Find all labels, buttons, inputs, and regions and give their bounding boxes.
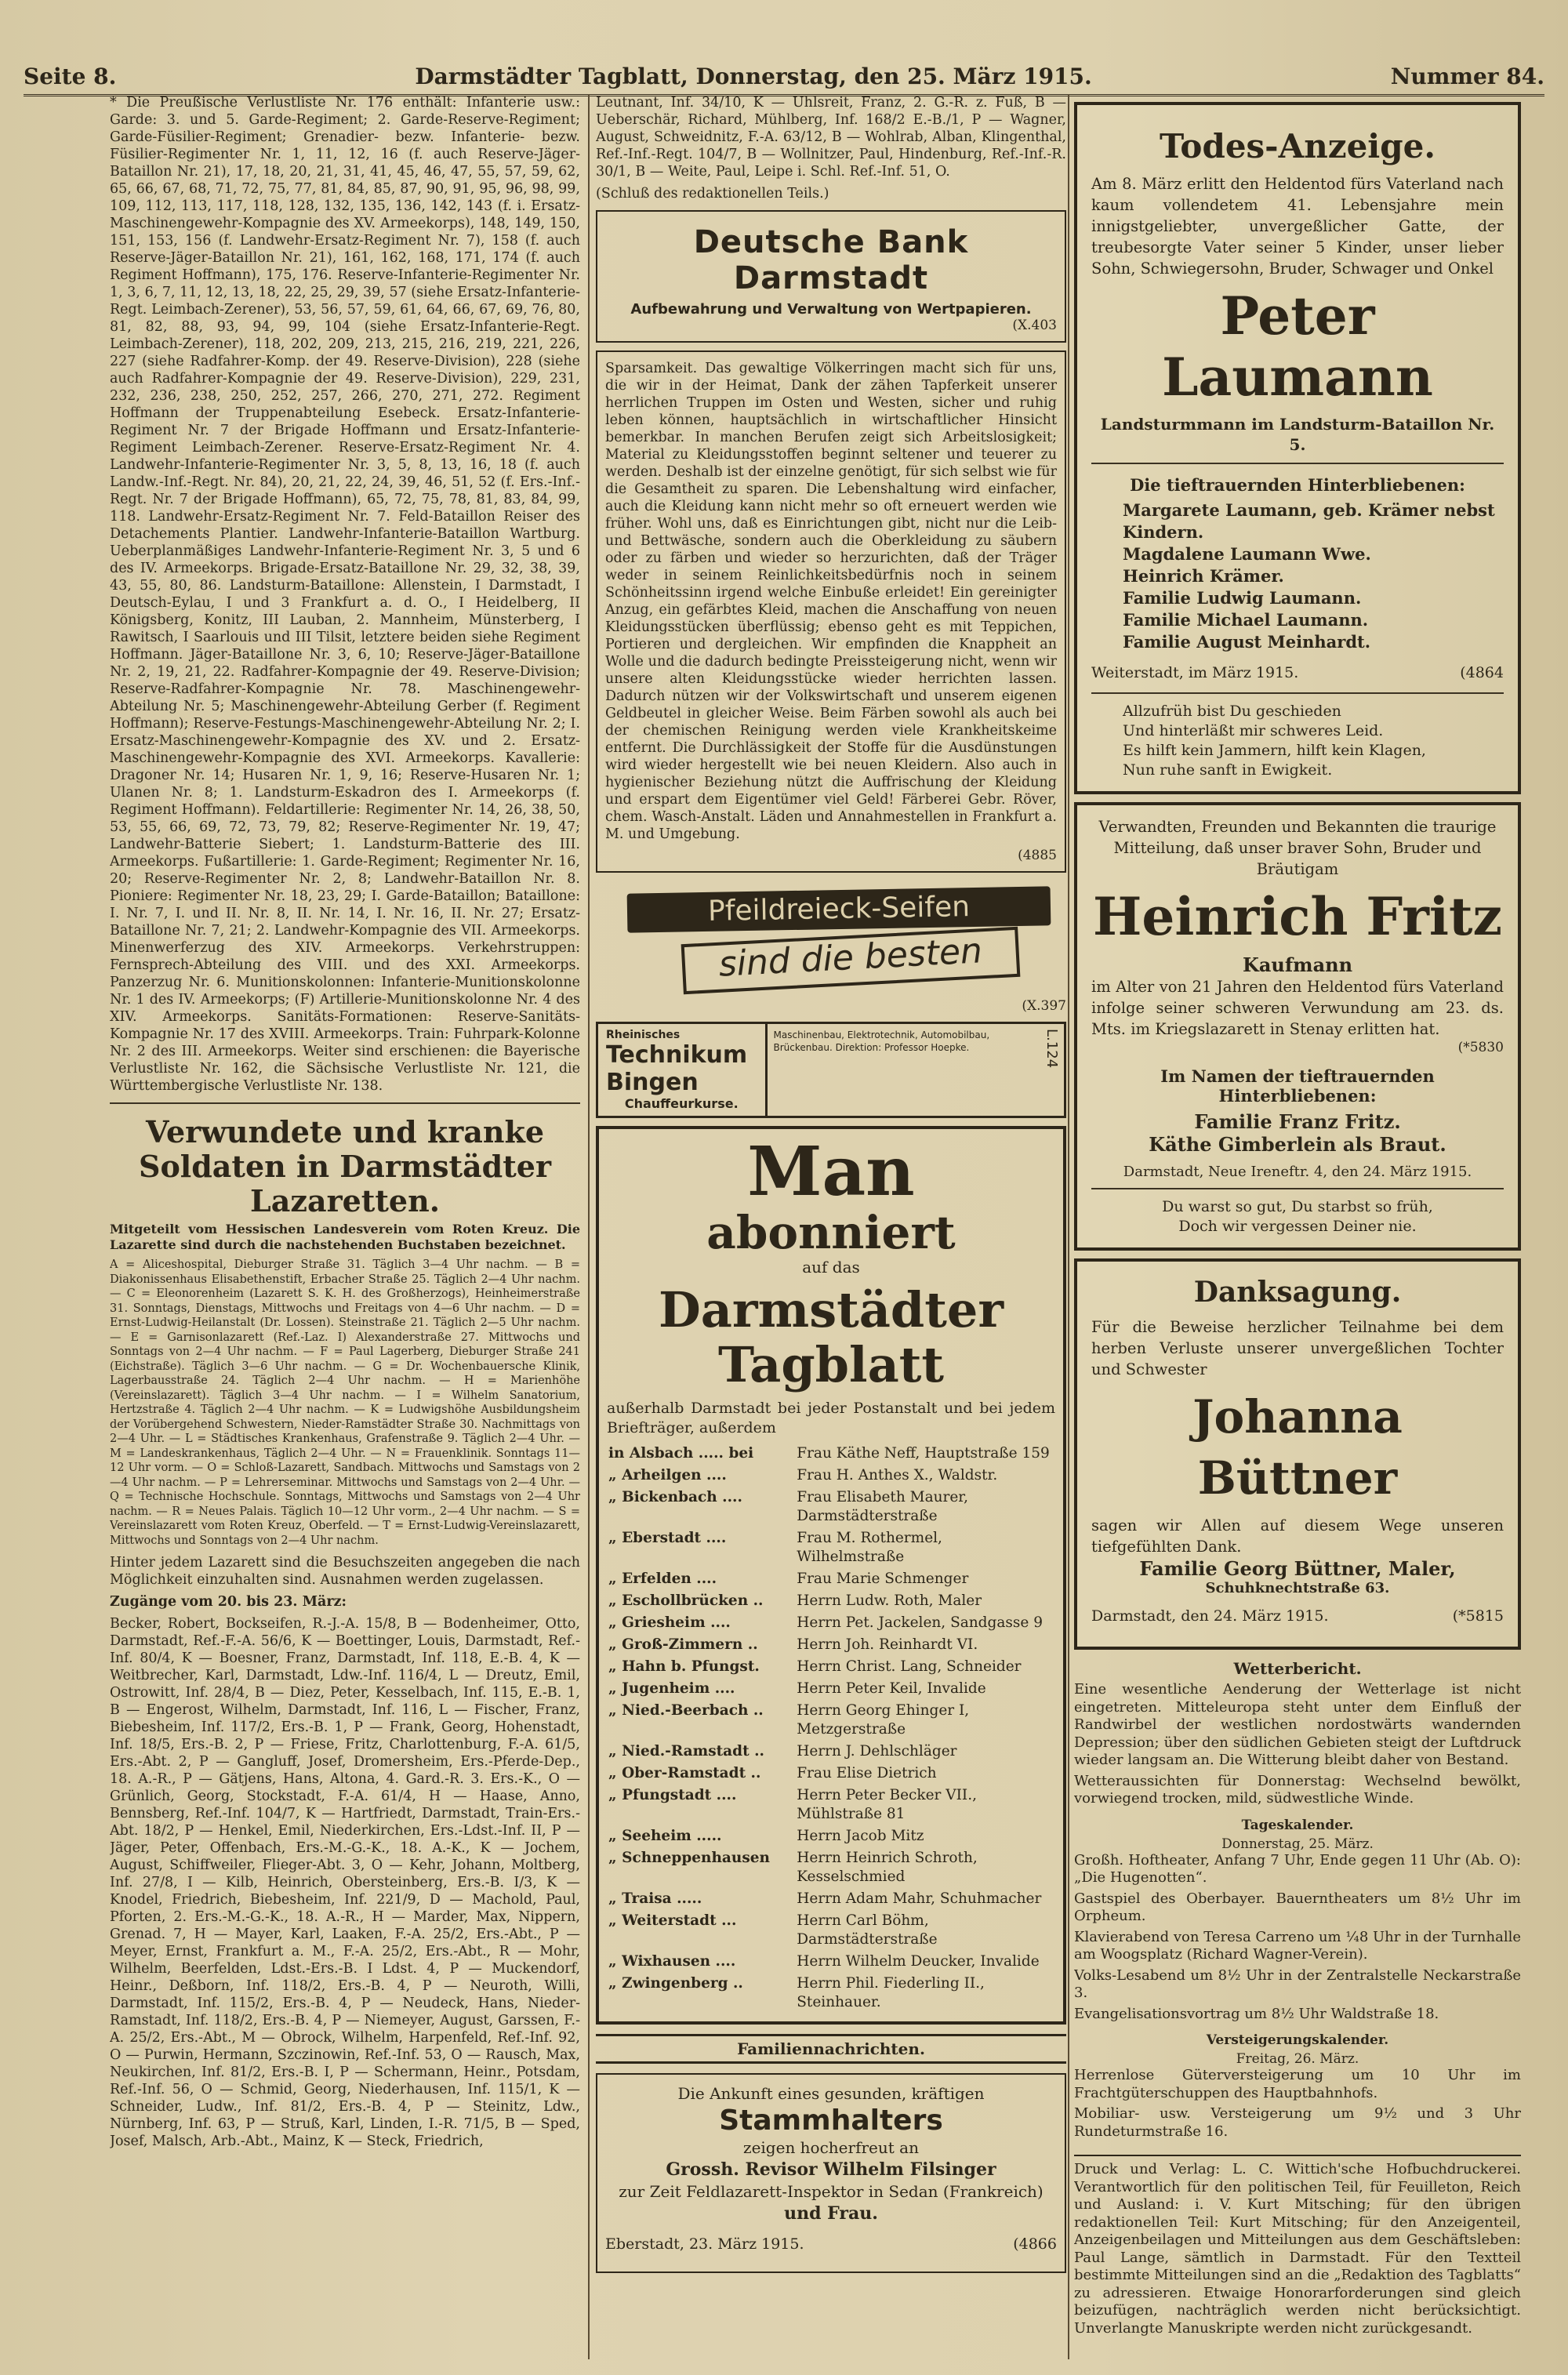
calendar-date: Donnerstag, 25. März. [1221, 1836, 1374, 1852]
mourner: Familie Michael Laumann. [1123, 610, 1369, 630]
soap-brand: Pfeildreieck-Seifen [627, 886, 1051, 932]
agent-row [607, 1785, 1055, 1825]
abo-aufdas: auf das [802, 1258, 860, 1276]
agent-row [607, 1634, 1055, 1656]
agent-name: Herrn J. Dehlschläger [797, 1743, 957, 1759]
agent-row [607, 1678, 1055, 1700]
death-notice-text: Am 8. März erlitt den Heldentod fürs Vaterland nach kaum vollendetem 41. Lebensjahre mein innigstgeliebter, unvergeßlicher Gatte, der treubesorgte Vater seiner 5 Kinder, unser lieber Sohn, Schwiegersohn, Bruder, Schwager und Onkel [1091, 175, 1504, 278]
tech-courses: Chauffeurkurse. [624, 1096, 739, 1111]
agent-row [607, 1700, 1055, 1741]
tech-name: Technikum Bingen [606, 1041, 748, 1096]
agent-place: „ Nied.-Ramstadt .. [608, 1743, 764, 1759]
poem-line: Nun ruhe sanft in Ewigkeit. [1123, 761, 1333, 779]
mourners-heading: Im Namen der tieftrauernden Hinterbliebenen: [1160, 1066, 1435, 1106]
agent-place: „ Wixhausen .... [608, 1953, 736, 1970]
abo-abonniert: abonniert [706, 1206, 956, 1259]
agent-place: „ Groß-Zimmern .. [608, 1636, 758, 1653]
masthead-line: Darmstädter Tagblatt, Donnerstag, den 25. März 1915. [415, 64, 1092, 89]
wounded-heading: Verwundete und kranke Soldaten in Darmstädter Lazaretten. [139, 1114, 551, 1218]
lazarett-list: A = Aliceshospital, Dieburger Straße 31. Täglich 3—4 Uhr nachm. — B = Diakonissenhaus Elisabethenstift, Erbacher Straße 25. Täglich 2—4 Uhr nachm. — C = Eleonorenheim (Lazarett S. K. H. des Großherzogs), Heinheimerstraße 31. Sonntags, Dienstags, Mittwochs und Freitags von 4—6 Uhr nachm. — D = Ernst-Ludwig-Heilanstalt (Dr. Lossen). Steinstraße 21. Täglich 2—5 Uhr nachm. — E = Garnisonlazarett (Ref.-Laz. I) Alexanderstraße 27. Mittwochs und Sonntags von 2—4 Uhr nachm. — F = Paul Lagerberg, Dieburger Straße 241 (Eichstraße). Täglich 3—6 Uhr nachm. — G = Dr. Wochenbauersche Klinik, Lagerbausstraße 24. Täglich 2—4 Uhr nachm. — H = Marienhöhe (Vereinslazarett). Täglich 3—4 Uhr nachm. — I = Wilhelm Sanatorium, Hertzstraße 4. Täglich 2—4 Uhr nachm. — K = Ludwigshöhe Ausbildungsheim der Vorübergehend Schwestern, Nieder-Ramstädter Straße 30. Nachmittags von 2—4 Uhr. — L = Städtisches Krankenhaus, Grafenstraße 9. Täglich 2—4 Uhr. — M = Landeskrankenhaus, Täglich 2—4 Uhr. — N = Frauenklinik. Sonntags 11—12 Uhr vorm. — O = Schloß-Lazarett, Sandbach. Mittwochs und Samstags von 2—4 Uhr nachm. — P = Lehrerseminar. Mittwochs und Samstags von 2—4 Uhr. — Q = Technische Hochschule. Sonntags, Mittwochs und Samstags von 2—4 Uhr nachm. — R = Neues Palais. Täglich 10—12 Uhr vorm., 2—4 Uhr nachm. — S = Vereinslazarett vom Roten Kreuz, Oberfeld. — T = Ernst-Ludwig-Vereinslazarett, Mittwochs und Sonntags von 2—4 Uhr nachm. [110, 1258, 580, 1547]
poem-line: Es hilft kein Jammern, hilft kein Klagen, [1123, 742, 1426, 759]
mourner: Familie Franz Fritz. [1194, 1110, 1401, 1133]
column-divider [588, 94, 590, 2359]
divider [1091, 1188, 1504, 1189]
mourners-heading: Die tieftrauernden Hinterbliebenen: [1130, 475, 1465, 495]
arrivals-list: Becker, Robert, Bockseifen, R.-J.-A. 15/8, B — Bodenheimer, Otto, Darmstadt, Ref.-F.-A. 56/6, K — Boettinger, Louis, Darmstadt, Ref.-Inf. 80/4, K — Boesner, Franz, Darmstadt, Inf. 118, E.-B. 4, K — Weitbrecher, Karl, Darmstadt, Ldw.-Inf. 116/4, L — Dreutz, Emil, Ostrowitt, Inf. 28/4, B — Diez, Peter, Kesselbach, Inf. 115, E.-B. 1, B — Engerost, Wilhelm, Darmstadt, Inf. 116, L — Fischer, Franz, Biebesheim, Inf. 117/2, Ers.-B. 1, P — Frank, Georg, Hohenstadt, Inf. 18/5, Ers.-B. 2, P — Friese, Fritz, Charlottenburg, F.-A. 61/5, Ers.-Abt. 2, P — Gangluff, Josef, Dromersheim, Ers.-Pferde-Dep., 18. A.-R., P — Gätjens, Hans, Altona, 4. Gard.-R. 3. Ers.-K., O — Grünlich, Georg, Stockstadt, F.-A. 61/4, H — Haase, Anno, Bennsberg, Ref.-Inf. 104/7, K — Hartfriedt, Darmstadt, Train-Ers.-Abt. 18/2, P — Henkel, Emil, Niederkirchen, Ers.-Ldst.-Inf. II, P — Jäger, Peter, Offenbach, Ers.-M.-G.-K., 18. A.-K., K — Jochem, August, Schiffweiler, Flieger-Abt. 3, O — Kehr, Johann, Moltberg, Inf. 27/8, I — Kilb, Heinrich, Obersteinberg, Ers.-B. I/3, K — Knodel, Friedrich, Biebesheim, Inf. 221/9, D — Machold, Paul, Pforten, 2. Ers.-M.-G.-K., 18. A.-R., H — Marder, Max, Nippern, Grenad. 7, H — Mayer, Karl, Laaken, F.-A. 25/2, Ers.-Abt., P — Meyer, Ernst, Frankfurt a. M., F.-A. 25/2, Ers.-Abt., R — Mohr, Wilhelm, Beerfelden, Ldst.-Ers.-B. I Ldst. 4, P — Muckendorf, Heinr., Deßborn, Inf. 118/2, Ers.-B. 4, P — Neuroth, Willi, Darmstadt, Inf. 115/2, Ers.-B. 4, P — Neudeck, Hans, Nieder-Ramstadt, Inf. 118/2, Ers.-B. 4, P — Niemeyer, August, Garssen, F.-A. 25/2, Ers.-Abt., M — Obrock, Wilhelm, Harpenfeld, Ref.-Inf. 92, O — Purwin, Hermann, Szczinowin, Ref.-Inf. 53, O — Rausch, Max, Neukirchen, Inf. 81/2, Ers.-B. I, P — Schermann, Heinr., Potsdam, Ref.-Inf. 56, O — Schmid, Georg, Niederhausen, Inf. 115/1, K — Schneider, Ludw., Inf. 81/2, Ers.-B. 4, P — Steinitz, Ldw., Nürnberg, Inf. 63, P — Struß, Karl, Linden, I.-R. 71/5, B — Sped, Josef, Malsch, Arb.-Abt., Mainz, K — Steck, Friedrich, [110, 1616, 580, 2149]
abo-man: Man [747, 1132, 915, 1211]
agent-name: Frau H. Anthes X., Waldstr. [797, 1467, 998, 1483]
technikum-ad [596, 1022, 1066, 1118]
thanks-place-date: Darmstadt, den 24. März 1915. [1091, 1607, 1329, 1625]
agent-row [607, 1847, 1055, 1888]
agent-place: „ Nied.-Beerbach .. [608, 1702, 764, 1719]
bank-subtitle: Aufbewahrung und Verwaltung von Wertpapieren. [630, 301, 1032, 318]
agent-name: Herrn Heinrich Schroth, Kesselschmied [797, 1850, 978, 1885]
agent-place: „ Arheilgen .... [608, 1467, 727, 1483]
agent-place: „ Schneppenhausen [608, 1850, 770, 1866]
mourner: Familie Ludwig Laumann. [1123, 588, 1362, 608]
divider [1091, 463, 1504, 464]
ad-reference: (4864 [1460, 664, 1504, 681]
birth-title: Stammhalters [719, 2104, 943, 2137]
weather-title: Wetterbericht. [1233, 1659, 1362, 1678]
tech-details: Maschinenbau, Elektrotechnik, Automobilbau, Brückenbau. Direktion: Professor Hoepke. [773, 1030, 990, 1053]
wounded-intro: Mitgeteilt vom Hessischen Landesverein vom Roten Kreuz. Die Lazarette sind durch die nachstehenden Buchstaben bezeichnet. [110, 1222, 580, 1252]
agents-table [607, 1443, 1055, 2014]
agent-place: „ Weiterstadt ... [608, 1912, 737, 1929]
agent-place: „ Griesheim .... [608, 1614, 731, 1631]
weather-text: Eine wesentliche Aenderung der Wetterlage ist nicht eingetreten. Mitteleuropa steht unter dem Einfluß der Randwirbel der westlichen nordostwärts wandernden Depression; über den südlichen Gebieten steigt der Luftdruck wieder langsam an. Die Witterung bleibt daher von Bestand. [1074, 1681, 1521, 1768]
column-right [1074, 94, 1521, 2359]
agent-name: Herrn Georg Ehinger I, Metzgerstraße [797, 1702, 970, 1738]
page-header [24, 58, 1544, 96]
agent-place: „ Bickenbach .... [608, 1489, 742, 1505]
agent-name: Herrn Ludw. Roth, Maler [797, 1592, 982, 1609]
agent-row [607, 1612, 1055, 1634]
auction-entry: Mobiliar- usw. Versteigerung um 9½ und 3 Uhr Rundeturmstraße 16. [1074, 2105, 1521, 2140]
issue-number: Nummer 84. [1390, 64, 1544, 89]
death-notice-laumann [1074, 102, 1521, 794]
bank-ad [596, 210, 1066, 343]
agent-row [607, 1825, 1055, 1847]
family-news-heading: Familiennachrichten. [596, 2034, 1066, 2064]
agent-name: Frau Elise Dietrich [797, 1765, 937, 1781]
agent-row [607, 1656, 1055, 1678]
agent-name: Herrn Wilhelm Deucker, Invalide [797, 1953, 1040, 1970]
agent-row [607, 1973, 1055, 2014]
agent-name: Frau Elisabeth Maurer, Darmstädterstraße [797, 1489, 968, 1524]
subscription-ad [596, 1126, 1066, 2025]
weather-forecast: Wetteraussichten für Donnerstag: Wechselnd bewölkt, vorwiegend trocken, mild, südwestliche Winde. [1074, 1772, 1521, 1807]
auction-title: Versteigerungskalender. [1206, 2032, 1389, 2048]
death-notice-title: Todes-Anzeige. [1160, 127, 1436, 165]
deceased-name: Peter Laumann [1162, 285, 1433, 408]
death-notice-text: Verwandten, Freunden und Bekannten die traurige Mitteilung, daß unser braver Sohn, Bruder und Bräutigam [1098, 818, 1497, 878]
agent-place: „ Zwingenberg .. [608, 1975, 743, 1992]
ad-reference: (4885 [1018, 848, 1057, 863]
agent-row [607, 1763, 1055, 1785]
agent-place: in Alsbach ..... bei [608, 1445, 754, 1462]
ad-reference: L.124 [1044, 1029, 1060, 1069]
birth-parent: und Frau. [784, 2203, 878, 2224]
column-middle [596, 94, 1066, 2359]
ad-reference: (*5815 [1452, 1607, 1504, 1625]
soap-slogan: sind die besten [681, 927, 1021, 994]
abo-outside: außerhalb Darmstadt bei jeder Postanstalt und bei jedem Briefträger, außerdem [607, 1400, 1055, 1436]
calendar-entry: Klavierabend von Teresa Carreno um ¼8 Uhr in der Turnhalle am Woogsplatz (Richard Wagner-Verein). [1074, 1928, 1521, 1963]
ad-reference: (X.403 [1012, 318, 1057, 333]
soap-ad [596, 881, 1066, 990]
agent-place: „ Hahn b. Pfungst. [608, 1658, 760, 1675]
visit-note: Hinter jedem Lazarett sind die Besuchszeiten angegeben die nach Möglichkeit einzuhalten sind. Ausnahmen werden zugelassen. [110, 1555, 580, 1588]
column-divider [1068, 94, 1069, 2359]
abo-paper: Darmstädter Tagblatt [658, 1281, 1004, 1393]
calendar-title: Tageskalender. [1241, 1817, 1354, 1833]
agent-place: „ Eschollbrücken .. [608, 1592, 764, 1609]
divider [1091, 692, 1504, 694]
column-left [110, 94, 580, 2359]
agent-name: Herrn Peter Becker VII., Mühlstraße 81 [797, 1787, 977, 1822]
agent-row [607, 1568, 1055, 1590]
agent-place: „ Traisa ..... [608, 1890, 702, 1907]
imprint: Druck und Verlag: L. C. Wittich'sche Hofbuchdruckerei. Verantwortlich für den politischen Teil, für Feuilleton, Reich und Ausland: i. V. Kurt Mitsching; für den übrigen redaktionellen Teil: Kurt Mitsching; für den Anzeigenteil, Anzeigenbeilagen und Mitteilungen aus dem Geschäftsleben: Paul Lange, sämtlich in Darmstadt. Für den Textteil bestimmte Mitteilungen sind an die „Redaktion des Tagblatts“ zu adressieren. Etwaige Honorarforderungen sind gleich beizufügen, nachträglich werden nicht berücksichtigt. Unverlangte Manuskripte werden nicht zurückgesandt. [1074, 2155, 1521, 2337]
agent-name: Herrn Carl Böhm, Darmstädterstraße [797, 1912, 938, 1948]
tech-pre: Rheinisches [606, 1029, 681, 1041]
birth-parent: Grossh. Revisor Wilhelm Filsinger [666, 2159, 996, 2180]
agent-row [607, 1465, 1055, 1487]
poem-line: Allzufrüh bist Du geschieden [1123, 703, 1341, 720]
agent-row [607, 1951, 1055, 1973]
agent-name: Herrn Phil. Fiederling II., Steinhauer. [797, 1975, 985, 2010]
agent-row [607, 1741, 1055, 1763]
agent-name: Herrn Pet. Jackelen, Sandgasse 9 [797, 1614, 1043, 1631]
roever-text: Sparsamkeit. Das gewaltige Völkerringen macht sich für uns, die wir in der Heimat, Dank der zähen Tapferkeit unserer herrlichen Truppen im Osten und Westen, sicher und ruhig leben können, hauptsächlich in wirtschaftlicher Hinsicht bemerkbar. In manchen Berufen zeigt sich Arbeitslosigkeit; Material zu Kleidungsstoffen beginnt seltener und teuerer zu werden. Deshalb ist der einzelne genötigt, für sich selbst wie für die Gesamtheit zu sparen. Die Lebenshaltung wird einfacher, auch die Kleidung kann nicht mehr so oft erneuert werden wie früher. Wohl uns, daß es Einrichtungen gibt, nicht nur die Leib- und Bettwäsche, sondern auch die Oberkleidung zu säubern oder zu färben und wieder so herzurichten, daß der Träger weder in seinem Reinlichkeitsbedürfnis noch in seinem Schönheitssinn irgend welche Einbuße erleidet! Ein gereinigter Anzug, ein gefärbtes Kleid, machen die Anschaffung von neuen Kleidungsstücken überflüssig; ebenso geht es mit Teppichen, Portieren und dergleichen. Wir empfinden die Knappheit an Wolle und die dadurch bedingte Preissteigerung nicht, wenn wir unsere alten Kleidungsstücke wieder herrichten lassen. Dadurch nützen wir der Volkswirtschaft und unserem eigenen Geldbeutel in gleicher Weise. Beim Färben sowohl als auch bei der chemischen Reinigung werden viele Krankheitskeime entfernt. Die Durchlässigkeit der Stoffe für die Ausdünstungen wird wieder hergestellt wie bei neuen Kleidern. Also auch in hygienischer Beziehung nützt die Auffrischung der Kleidung und erspart dem Eigentümer viel Geld! Färberei Gebr. Röver, chem. Wasch-Anstalt. Läden und Annahmestellen in Frankfurt a. M. und Umgebung. [605, 361, 1057, 842]
auction-entry: Herrenlose Güterversteigerung um 10 Uhr im Frachtgüterschuppen des Hauptbahnhofs. [1074, 2067, 1521, 2101]
agent-name: Herrn Jacob Mitz [797, 1828, 924, 1844]
birth-line: Die Ankunft eines gesunden, kräftigen [677, 2084, 985, 2103]
death-notice-fritz [1074, 802, 1521, 1251]
agent-row [607, 1888, 1055, 1910]
agent-place: „ Erfelden .... [608, 1571, 717, 1587]
thanks-name: Johanna Büttner [1192, 1390, 1403, 1505]
thanks-address: Schuhknechtstraße 63. [1205, 1580, 1390, 1596]
page-number: Seite 8. [24, 64, 117, 89]
death-place-date: Darmstadt, Neue Ireneftr. 4, den 24. März 1915. [1123, 1164, 1472, 1180]
mourner: Margarete Laumann, geb. Krämer nebst Kindern. [1123, 500, 1495, 542]
agent-name: Herrn Adam Mahr, Schuhmacher [797, 1890, 1042, 1907]
mourner: Familie August Meinhardt. [1123, 632, 1371, 652]
birth-date: Eberstadt, 23. März 1915. [605, 2235, 804, 2253]
ad-reference: (4866 [1013, 2235, 1057, 2253]
agent-place: „ Seeheim ..... [608, 1828, 722, 1844]
agent-row [607, 1443, 1055, 1465]
thanks-text: Für die Beweise herzlicher Teilnahme bei dem herben Verluste unserer unvergeßlichen Tochter und Schwester [1091, 1318, 1504, 1378]
ad-reference: (*5830 [1457, 1040, 1504, 1055]
poem-line: Und hinterläßt mir schweres Leid. [1123, 722, 1384, 739]
thanks-signature: Familie Georg Büttner, Maler, [1139, 1557, 1456, 1580]
agent-name: Frau Käthe Neff, Hauptstraße 159 [797, 1445, 1050, 1462]
poem-line: Doch wir vergessen Deiner nie. [1178, 1218, 1417, 1235]
agent-place: „ Pfungstadt .... [608, 1787, 737, 1803]
deceased-rank: Landsturmmann im Landsturm-Bataillon Nr. 5. [1100, 415, 1495, 454]
agent-name: Herrn Joh. Reinhardt VI. [797, 1636, 978, 1653]
agent-name: Herrn Peter Keil, Invalide [797, 1680, 986, 1697]
divider [110, 1102, 580, 1104]
agent-place: „ Ober-Ramstadt .. [608, 1765, 761, 1781]
deceased-name: Heinrich Fritz [1093, 886, 1502, 947]
agent-place: „ Jugenheim .... [608, 1680, 735, 1697]
mourner: Magdalene Laumann Wwe. [1123, 544, 1371, 564]
thanks-notice [1074, 1258, 1521, 1650]
agent-row [607, 1910, 1055, 1951]
deceased-profession: Kaufmann [1242, 953, 1353, 976]
agent-row [607, 1487, 1055, 1527]
death-place-date: Weiterstadt, im März 1915. [1091, 664, 1299, 681]
agent-name: Herrn Christ. Lang, Schneider [797, 1658, 1022, 1675]
arrivals-heading: Zugänge vom 20. bis 23. März: [110, 1594, 347, 1610]
agent-name: Frau M. Rothermel, Wilhelmstraße [797, 1530, 942, 1565]
agent-place: „ Eberstadt .... [608, 1530, 727, 1546]
bank-name: Deutsche Bank Darmstadt [693, 224, 969, 296]
poem-line: Du warst so gut, Du starbst so früh, [1162, 1198, 1433, 1215]
calendar-entry: Volks-Lesabend um 8½ Uhr in der Zentralstelle Neckarstraße 3. [1074, 1966, 1521, 2001]
mourner: Käthe Gimberlein als Braut. [1149, 1133, 1446, 1156]
birth-line: zur Zeit Feldlazarett-Inspektor in Sedan (Frankreich) [619, 2182, 1044, 2201]
auction-date: Freitag, 26. März. [1236, 2051, 1359, 2067]
death-notice-text: im Alter von 21 Jahren den Heldentod fürs Vaterland infolge seiner schweren Verwundung am 23. ds. Mts. im Kriegslazarett in Stenay erlitten hat. [1091, 978, 1504, 1038]
calendar-entry: Großh. Hoftheater, Anfang 7 Uhr, Ende gegen 11 Uhr (Ab. O): „Die Hugenotten“. [1074, 1851, 1521, 1886]
birth-notice [596, 2073, 1066, 2273]
agent-name: Frau Marie Schmenger [797, 1571, 969, 1587]
agent-row [607, 1590, 1055, 1612]
calendar-entry: Gastspiel des Oberbayer. Bauerntheaters um 8½ Uhr im Orpheum. [1074, 1890, 1521, 1924]
arrivals-continuation: Leutnant, Inf. 34/10, K — Uhlsreit, Franz, 2. G.-R. z. Fuß, B — Ueberschär, Richard, Mühlberg, Inf. 168/2 E.-B./1, P — Wagner, August, Schweidnitz, F.-A. 63/12, B — Wohlrab, Alban, Klingenthal, Ref.-Inf.-Regt. 104/7, B — Wollnitzer, Paul, Hindenburg, Ref.-Inf.-R. 30/1, B — Weite, Paul, Leipe i. Schl. Ref.-Inf. 51, O. [596, 95, 1066, 180]
ad-reference: (X.397 [1022, 998, 1066, 1014]
agent-row [607, 1527, 1055, 1568]
roever-ad [596, 350, 1066, 873]
thanks-title: Danksagung. [1193, 1276, 1402, 1309]
birth-line: zeigen hocherfreut an [743, 2138, 919, 2157]
casualty-list-text: * Die Preußische Verlustliste Nr. 176 enthält: Infanterie usw.: Garde: 3. und 5. Garde-Regiment; 2. Garde-Reserve-Regiment; Garde-Füsilier-Regiment; Grenadier- bezw. Infanterie- bezw. Füsilier-Regimenter Nr. 1, 11, 12, 16 (f. auch Reserve-Jäger-Bataillon Nr. 21), 17, 18, 20, 21, 31, 41, 45, 46, 47, 55, 57, 59, 62, 65, 66, 67, 68, 71, 72, 75, 77, 81, 84, 85, 87, 90, 91, 95, 96, 98, 99, 109, 112, 113, 117, 118, 128, 132, 135, 136, 142, 143 (f. i. Ersatz-Maschinengewehr-Kompagnie des XV. Armeekorps), 148, 149, 150, 151, 153, 156 (f. Landwehr-Ersatz-Regiment Nr. 7), 158 (f. auch Reserve-Jäger-Bataillon Nr. 21), 161, 162, 168, 171, 174 (f. auch Regiment Hoffmann), 175, 176. Reserve-Infanterie-Regimenter Nr. 1, 3, 6, 7, 11, 12, 13, 18, 22, 25, 29, 39, 57 (siehe Ersatz-Infanterie-Regt. Leimbach-Zerener), 53, 56, 57, 59, 61, 64, 66, 67, 69, 76, 80, 81, 82, 88, 93, 94, 99, 104 (siehe Ersatz-Infanterie-Regt. Leimbach-Zerener), 118, 202, 209, 213, 215, 216, 219, 221, 226, 227 (siehe Radfahrer-Komp. der 49. Reserve-Division), 228 (siehe auch Radfahrer-Kompagnie der 49. Reserve-Division), 229, 231, 232, 236, 238, 250, 252, 257, 266, 270, 271, 272. Regiment Hoffmann der Truppenabteilung Esebeck. Ersatz-Infanterie-Regiment Nr. 7 der Brigade Hoffmann und Ersatz-Infanterie-Regiment Leimbach-Zerener. Reserve-Ersatz-Regiment Nr. 4. Landwehr-Infanterie-Regimenter Nr. 3, 5, 8, 13, 16, 18 (f. auch Landw.-Inf.-Regt. Nr. 84), 20, 21, 22, 24, 39, 46, 51, 52 (f. Ers.-Inf.-Regt. Nr. 7 der Brigade Hoffmann), 65, 72, 75, 78, 81, 83, 84, 99, 118. Landwehr-Ersatz-Regiment Nr. 7. Feld-Bataillon Reiser des Detachements Plantier. Landwehr-Infanterie-Bataillon Wartburg. Ueberplanmäßiges Landwehr-Infanterie-Regiment Nr. 3, 5 und 6 des IV. Armeekorps. Brigade-Ersatz-Bataillone Nr. 29, 32, 38, 39, 43, 55, 80, 86. Landsturm-Bataillone: Allenstein, I Darmstadt, I Deutsch-Eylau, I und 3 Frankfurt a. d. O., I Heidelberg, II Königsberg, Konitz, III Lauban, 2. Mannheim, Münsterberg, I Rawitsch, I Saarlouis und III Tilsit, letztere beiden siehe Regiment Hoffmann. Jäger-Bataillone Nr. 3, 6, 10; Reserve-Jäger-Bataillone Nr. 2, 19, 21, 22. Radfahrer-Kompagnie der 49. Reserve-Division; Reserve-Radfahrer-Kompagnie Nr. 78. Maschinengewehr-Abteilung Nr. 5; Maschinengewehr-Abteilung Gerber (f. Regiment Hoffmann); Reserve-Festungs-Maschinengewehr-Abteilung Nr. 2; I. Ersatz-Maschinengewehr-Kompagnie des XV. und 2. Ersatz-Maschinengewehr-Kompagnie des XVI. Armeekorps. Kavallerie: Dragoner Nr. 14; Husaren Nr. 1, 9, 16; Reserve-Husaren Nr. 1; Ulanen Nr. 8; 1. Landsturm-Eskadron des I. Armeekorps (f. Regiment Hoffmann). Feldartillerie: Regimenter Nr. 14, 26, 38, 50, 53, 55, 66, 69, 72, 73, 79, 82; Reserve-Regimenter Nr. 19, 47; Landwehr-Batterie Siebert; 1. Landsturm-Batterie des III. Armeekorps. Fußartillerie: 1. Garde-Regiment; Regimenter Nr. 16, 20; Reserve-Regimenter Nr. 2, 8; Landwehr-Bataillon Nr. 8. Pioniere: Regimenter Nr. 18, 23, 29; I. Garde-Bataillon; Bataillone: I. Nr. 7, I. und II. Nr. 8, II. Nr. 14, I. Nr. 16, II. Nr. 27; Ersatz-Bataillone Nr. 7, 21; 2. Landwehr-Kompagnie des VII. Armeekorps. Minenwerferzug des XIV. Armeekorps. Verkehrstruppen: Fernsprech-Abteilung des VIII. und des XXI. Armeekorps. Panzerzug Nr. 6. Munitionskolonnen: Infanterie-Munitionskolonne Nr. 1 des IV. Armeekorps; (F) Artillerie-Munitionskolonne Nr. 4 des XIV. Armeekorps. Sanitäts-Formationen: Reserve-Sanitäts-Kompagnie Nr. 17 des XVIII. Armeekorps. Train: Fuhrpark-Kolonne Nr. 2 des III. Armeekorps. Weiter sind erschienen: die Bayerische Verlustliste Nr. 162, die Sächsische Verlustliste Nr. 121, die Württembergische Verlustliste Nr. 138. [110, 95, 580, 1094]
editorial-end-note: (Schluß des redaktionellen Teils.) [596, 186, 829, 202]
thanks-text: sagen wir Allen auf diesem Wege unseren tiefgefühlten Dank. [1091, 1516, 1504, 1556]
mourner: Heinrich Krämer. [1123, 566, 1284, 586]
calendar-entry: Evangelisationsvortrag um 8½ Uhr Waldstraße 18. [1074, 2005, 1439, 2022]
